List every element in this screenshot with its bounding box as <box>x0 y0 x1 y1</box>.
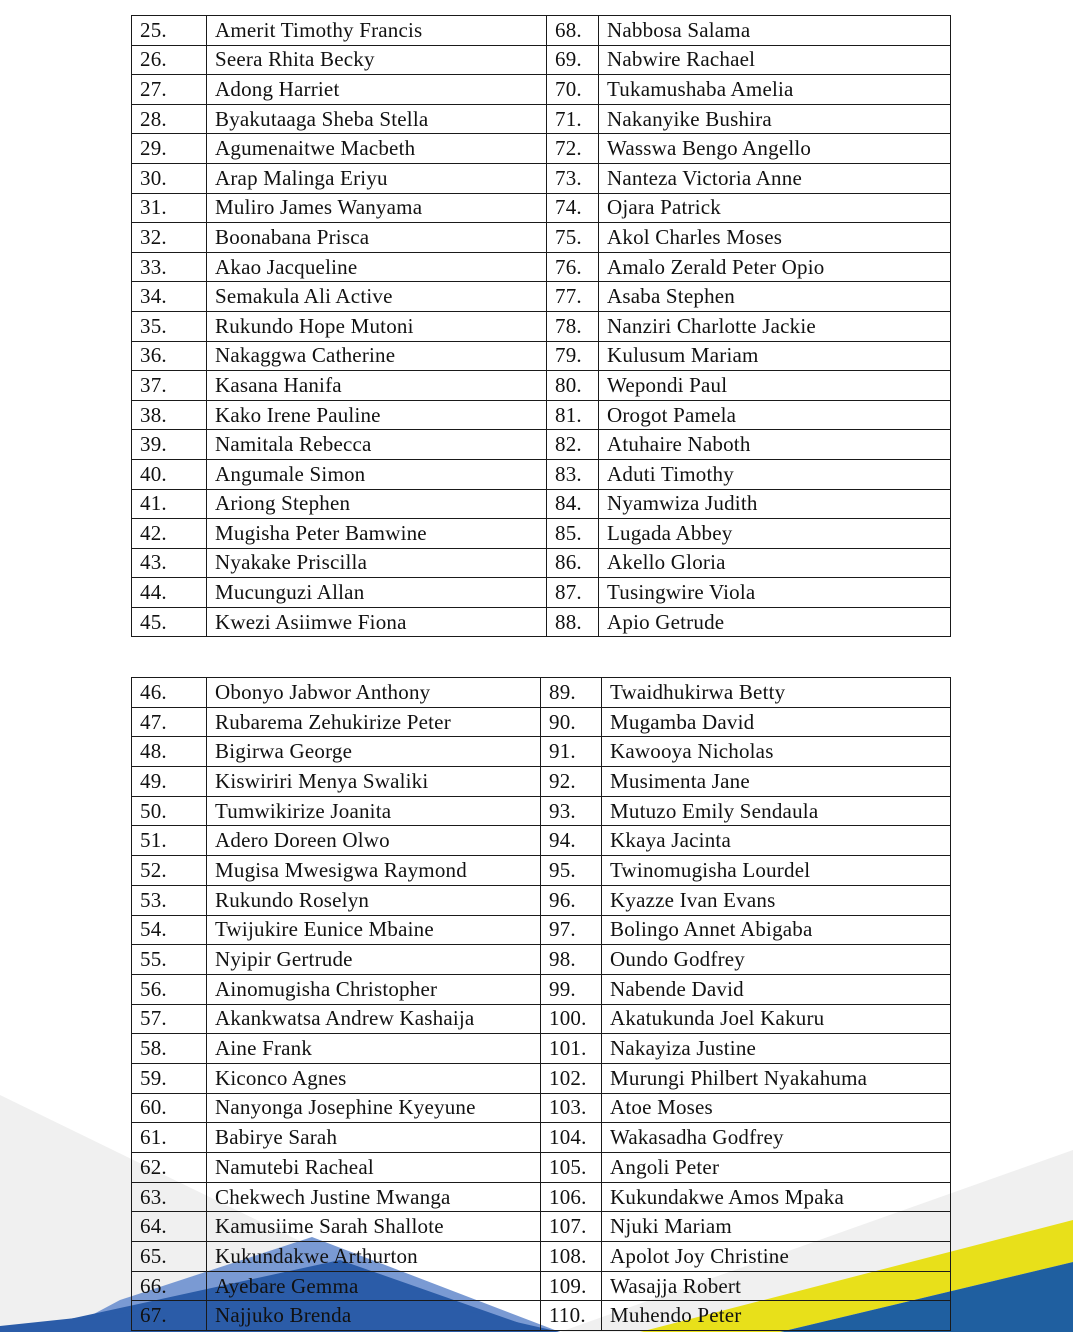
row-number: 36. <box>132 341 207 371</box>
row-number: 85. <box>547 519 599 549</box>
person-name: Boonabana Prisca <box>207 223 547 253</box>
person-name: Kasana Hanifa <box>207 371 547 401</box>
table-row <box>132 885 951 915</box>
person-name: Tumwikirize Joanita <box>207 796 541 826</box>
person-name: Twinomugisha Lourdel <box>602 856 951 886</box>
attendee-table-2 <box>131 677 951 1331</box>
person-name: Bigirwa George <box>207 737 541 767</box>
person-name: Byakutaaga Sheba Stella <box>207 104 547 134</box>
person-name: Kiswiriri Menya Swaliki <box>207 767 541 797</box>
row-number: 101. <box>541 1034 602 1064</box>
row-number: 98. <box>541 945 602 975</box>
person-name: Muliro James Wanyama <box>207 193 547 223</box>
person-name: Rukundo Roselyn <box>207 885 541 915</box>
person-name: Atoe Moses <box>602 1093 951 1123</box>
person-name: Asaba Stephen <box>599 282 951 312</box>
table-row <box>132 1093 951 1123</box>
table-row <box>132 548 951 578</box>
row-number: 33. <box>132 252 207 282</box>
attendee-table-1 <box>131 15 951 637</box>
row-number: 68. <box>547 16 599 46</box>
person-name: Bolingo Annet Abigaba <box>602 915 951 945</box>
row-number: 34. <box>132 282 207 312</box>
person-name: Rubarema Zehukirize Peter <box>207 707 541 737</box>
row-number: 42. <box>132 519 207 549</box>
table-row <box>132 915 951 945</box>
table-row <box>132 1212 951 1242</box>
row-number: 91. <box>541 737 602 767</box>
person-name: Nabbosa Salama <box>599 16 951 46</box>
person-name: Nyipir Gertrude <box>207 945 541 975</box>
person-name: Namutebi Racheal <box>207 1153 541 1183</box>
row-number: 46. <box>132 678 207 708</box>
person-name: Babirye Sarah <box>207 1123 541 1153</box>
row-number: 96. <box>541 885 602 915</box>
table-row <box>132 75 951 105</box>
person-name: Nakayiza Justine <box>602 1034 951 1064</box>
person-name: Nyamwiza Judith <box>599 489 951 519</box>
table-row <box>132 1271 951 1301</box>
row-number: 94. <box>541 826 602 856</box>
table-row <box>132 945 951 975</box>
row-number: 63. <box>132 1182 207 1212</box>
person-name: Nanziri Charlotte Jackie <box>599 311 951 341</box>
person-name: Apolot Joy Christine <box>602 1242 951 1272</box>
person-name: Musimenta Jane <box>602 767 951 797</box>
person-name: Atuhaire Naboth <box>599 430 951 460</box>
person-name: Arap Malinga Eriyu <box>207 163 547 193</box>
person-name: Njuki Mariam <box>602 1212 951 1242</box>
person-name: Kukundakwe Arthurton <box>207 1242 541 1272</box>
table-row <box>132 1153 951 1183</box>
row-number: 108. <box>541 1242 602 1272</box>
row-number: 38. <box>132 400 207 430</box>
row-number: 80. <box>547 371 599 401</box>
table-row <box>132 16 951 46</box>
row-number: 26. <box>132 45 207 75</box>
person-name: Nanteza Victoria Anne <box>599 163 951 193</box>
row-number: 79. <box>547 341 599 371</box>
table-row <box>132 311 951 341</box>
row-number: 52. <box>132 856 207 886</box>
row-number: 89. <box>541 678 602 708</box>
row-number: 35. <box>132 311 207 341</box>
person-name: Muhendo Peter <box>602 1301 951 1331</box>
person-name: Lugada Abbey <box>599 519 951 549</box>
row-number: 78. <box>547 311 599 341</box>
row-number: 65. <box>132 1242 207 1272</box>
row-number: 87. <box>547 578 599 608</box>
person-name: Nabwire Rachael <box>599 45 951 75</box>
person-name: Kiconco Agnes <box>207 1063 541 1093</box>
row-number: 66. <box>132 1271 207 1301</box>
person-name: Apio Getrude <box>599 607 951 637</box>
table-row <box>132 489 951 519</box>
person-name: Akao Jacqueline <box>207 252 547 282</box>
row-number: 54. <box>132 915 207 945</box>
table-row <box>132 1004 951 1034</box>
row-number: 59. <box>132 1063 207 1093</box>
row-number: 74. <box>547 193 599 223</box>
person-name: Angumale Simon <box>207 459 547 489</box>
table-row <box>132 678 951 708</box>
person-name: Ayebare Gemma <box>207 1271 541 1301</box>
person-name: Chekwech Justine Mwanga <box>207 1182 541 1212</box>
table-row <box>132 826 951 856</box>
row-number: 37. <box>132 371 207 401</box>
row-number: 107. <box>541 1212 602 1242</box>
row-number: 106. <box>541 1182 602 1212</box>
row-number: 62. <box>132 1153 207 1183</box>
person-name: Kukundakwe Amos Mpaka <box>602 1182 951 1212</box>
row-number: 88. <box>547 607 599 637</box>
table-row <box>132 104 951 134</box>
table-row <box>132 974 951 1004</box>
row-number: 99. <box>541 974 602 1004</box>
row-number: 71. <box>547 104 599 134</box>
row-number: 60. <box>132 1093 207 1123</box>
person-name: Ariong Stephen <box>207 489 547 519</box>
table-row <box>132 459 951 489</box>
person-name: Mugamba David <box>602 707 951 737</box>
row-number: 82. <box>547 430 599 460</box>
row-number: 69. <box>547 45 599 75</box>
row-number: 48. <box>132 737 207 767</box>
person-name: Ojara Patrick <box>599 193 951 223</box>
row-number: 95. <box>541 856 602 886</box>
row-number: 50. <box>132 796 207 826</box>
row-number: 93. <box>541 796 602 826</box>
table-row <box>132 134 951 164</box>
person-name: Kako Irene Pauline <box>207 400 547 430</box>
row-number: 73. <box>547 163 599 193</box>
person-name: Adong Harriet <box>207 75 547 105</box>
row-number: 100. <box>541 1004 602 1034</box>
row-number: 29. <box>132 134 207 164</box>
person-name: Akankwatsa Andrew Kashaija <box>207 1004 541 1034</box>
row-number: 45. <box>132 607 207 637</box>
person-name: Mugisha Peter Bamwine <box>207 519 547 549</box>
row-number: 39. <box>132 430 207 460</box>
row-number: 81. <box>547 400 599 430</box>
row-number: 56. <box>132 974 207 1004</box>
person-name: Semakula Ali Active <box>207 282 547 312</box>
table-row <box>132 856 951 886</box>
person-name: Kwezi Asiimwe Fiona <box>207 607 547 637</box>
table-row <box>132 1242 951 1272</box>
table-row <box>132 341 951 371</box>
person-name: Wasajja Robert <box>602 1271 951 1301</box>
person-name: Nanyonga Josephine Kyeyune <box>207 1093 541 1123</box>
row-number: 64. <box>132 1212 207 1242</box>
row-number: 25. <box>132 16 207 46</box>
table-row <box>132 282 951 312</box>
table-row <box>132 707 951 737</box>
row-number: 58. <box>132 1034 207 1064</box>
person-name: Amalo Zerald Peter Opio <box>599 252 951 282</box>
table-row <box>132 737 951 767</box>
person-name: Rukundo Hope Mutoni <box>207 311 547 341</box>
table-row <box>132 796 951 826</box>
row-number: 30. <box>132 163 207 193</box>
person-name: Mutuzo Emily Sendaula <box>602 796 951 826</box>
person-name: Ainomugisha Christopher <box>207 974 541 1004</box>
person-name: Namitala Rebecca <box>207 430 547 460</box>
row-number: 72. <box>547 134 599 164</box>
table-row <box>132 1123 951 1153</box>
person-name: Kkaya Jacinta <box>602 826 951 856</box>
person-name: Amerit Timothy Francis <box>207 16 547 46</box>
row-number: 31. <box>132 193 207 223</box>
row-number: 77. <box>547 282 599 312</box>
person-name: Wasswa Bengo Angello <box>599 134 951 164</box>
person-name: Twaidhukirwa Betty <box>602 678 951 708</box>
row-number: 76. <box>547 252 599 282</box>
row-number: 49. <box>132 767 207 797</box>
table-row <box>132 519 951 549</box>
table-row <box>132 45 951 75</box>
table-row <box>132 578 951 608</box>
row-number: 75. <box>547 223 599 253</box>
row-number: 105. <box>541 1153 602 1183</box>
row-number: 53. <box>132 885 207 915</box>
person-name: Kamusiime Sarah Shallote <box>207 1212 541 1242</box>
row-number: 90. <box>541 707 602 737</box>
table-row <box>132 1034 951 1064</box>
person-name: Agumenaitwe Macbeth <box>207 134 547 164</box>
person-name: Angoli Peter <box>602 1153 951 1183</box>
row-number: 32. <box>132 223 207 253</box>
row-number: 97. <box>541 915 602 945</box>
table-row <box>132 252 951 282</box>
person-name: Najjuko Brenda <box>207 1301 541 1331</box>
person-name: Akello Gloria <box>599 548 951 578</box>
person-name: Orogot Pamela <box>599 400 951 430</box>
row-number: 104. <box>541 1123 602 1153</box>
table-row <box>132 767 951 797</box>
row-number: 103. <box>541 1093 602 1123</box>
person-name: Nakaggwa Catherine <box>207 341 547 371</box>
table-row <box>132 400 951 430</box>
row-number: 61. <box>132 1123 207 1153</box>
person-name: Nakanyike Bushira <box>599 104 951 134</box>
person-name: Oundo Godfrey <box>602 945 951 975</box>
person-name: Aine Frank <box>207 1034 541 1064</box>
person-name: Murungi Philbert Nyakahuma <box>602 1063 951 1093</box>
row-number: 28. <box>132 104 207 134</box>
person-name: Nyakake Priscilla <box>207 548 547 578</box>
row-number: 51. <box>132 826 207 856</box>
table-row <box>132 193 951 223</box>
person-name: Wakasadha Godfrey <box>602 1123 951 1153</box>
table-row <box>132 163 951 193</box>
person-name: Akol Charles Moses <box>599 223 951 253</box>
row-number: 57. <box>132 1004 207 1034</box>
person-name: Kulusum Mariam <box>599 341 951 371</box>
table-row <box>132 607 951 637</box>
row-number: 67. <box>132 1301 207 1331</box>
person-name: Twijukire Eunice Mbaine <box>207 915 541 945</box>
person-name: Seera Rhita Becky <box>207 45 547 75</box>
row-number: 102. <box>541 1063 602 1093</box>
row-number: 109. <box>541 1271 602 1301</box>
person-name: Kyazze Ivan Evans <box>602 885 951 915</box>
person-name: Wepondi Paul <box>599 371 951 401</box>
row-number: 84. <box>547 489 599 519</box>
table-row <box>132 371 951 401</box>
person-name: Nabende David <box>602 974 951 1004</box>
person-name: Mucunguzi Allan <box>207 578 547 608</box>
table-row <box>132 1063 951 1093</box>
person-name: Mugisa Mwesigwa Raymond <box>207 856 541 886</box>
person-name: Obonyo Jabwor Anthony <box>207 678 541 708</box>
table-row <box>132 1301 951 1331</box>
table-row <box>132 430 951 460</box>
row-number: 47. <box>132 707 207 737</box>
table-row <box>132 223 951 253</box>
row-number: 70. <box>547 75 599 105</box>
person-name: Akatukunda Joel Kakuru <box>602 1004 951 1034</box>
row-number: 83. <box>547 459 599 489</box>
table-row <box>132 1182 951 1212</box>
row-number: 86. <box>547 548 599 578</box>
person-name: Aduti Timothy <box>599 459 951 489</box>
person-name: Tusingwire Viola <box>599 578 951 608</box>
row-number: 41. <box>132 489 207 519</box>
row-number: 92. <box>541 767 602 797</box>
row-number: 44. <box>132 578 207 608</box>
row-number: 27. <box>132 75 207 105</box>
person-name: Kawooya Nicholas <box>602 737 951 767</box>
row-number: 110. <box>541 1301 602 1331</box>
row-number: 43. <box>132 548 207 578</box>
person-name: Adero Doreen Olwo <box>207 826 541 856</box>
row-number: 55. <box>132 945 207 975</box>
person-name: Tukamushaba Amelia <box>599 75 951 105</box>
row-number: 40. <box>132 459 207 489</box>
